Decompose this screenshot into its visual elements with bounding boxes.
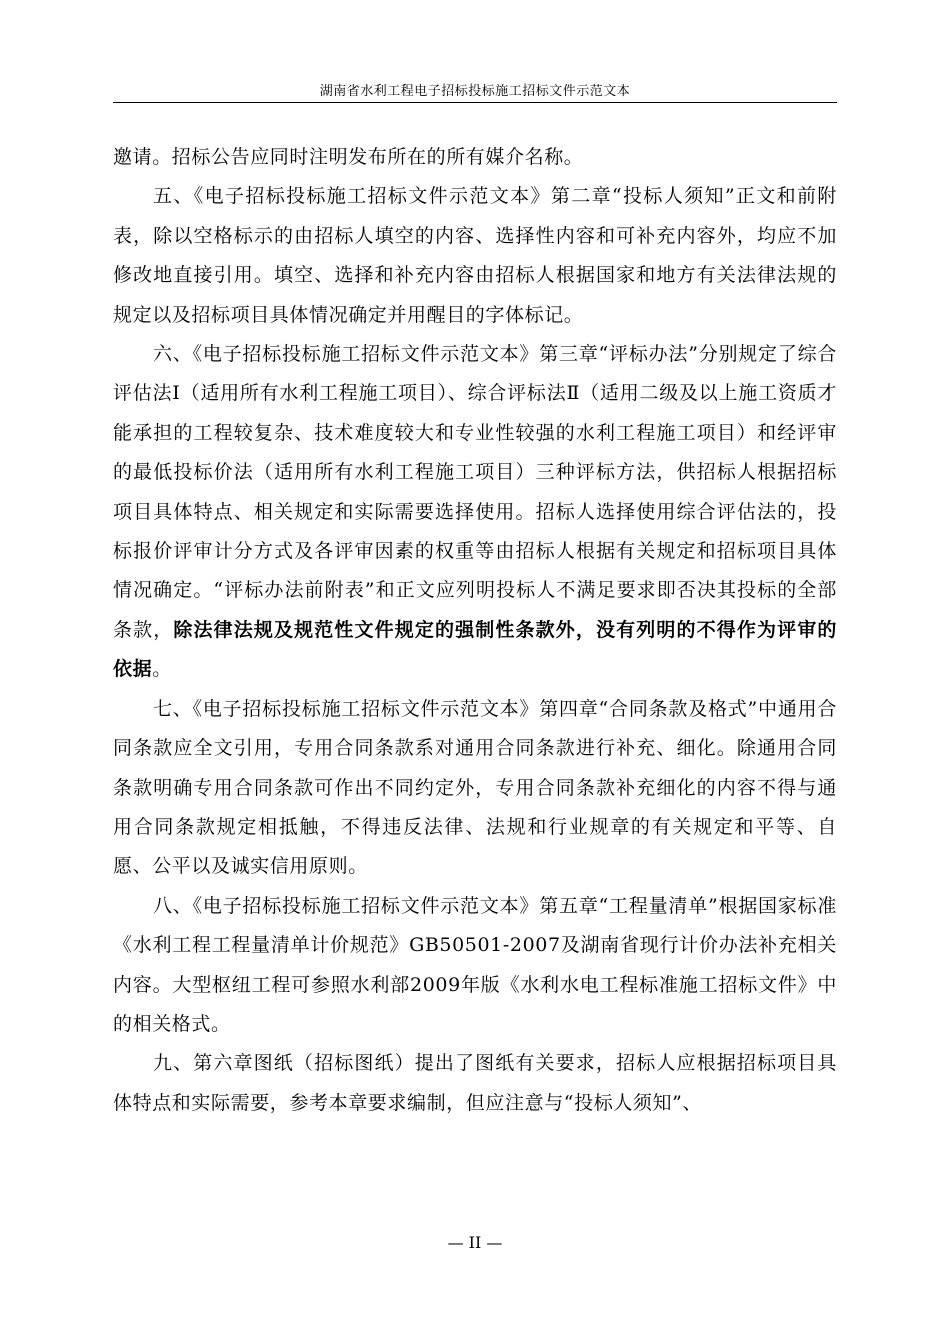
page-header: [113, 80, 837, 103]
paragraph-section-8: 八、《电子招标投标施工招标文件示范文本》第五章“工程量清单”根据国家标准《水利工程工程量清单计价规范》GB50501-2007及湖南省现行计价办法补充相关内容。大型枢纽工程可参照水利部2009年版《水利水电工程标准施工招标文件》中的相关格式。: [113, 894, 837, 1035]
paragraph-section-7: 七、《电子招标投标施工招标文件示范文本》第四章“合同条款及格式”中通用合同条款应全文引用，专用合同条款系对通用合同条款进行补充、细化。除通用合同条款明确专用合同条款可作出不同约定外，专用合同条款补充细化的内容不得与通用合同条款规定相抵触，不得违反法律、法规和行业规章的有关规定和平等、自愿、公平以及诚实信用原则。: [113, 697, 837, 878]
paragraph-section-6-text: 六、《电子招标投标施工招标文件示范文本》第三章“评标办法”分别规定了综合评估法Ⅰ（适用所有水利工程施工项目）、综合评标法Ⅱ（适用二级及以上施工资质才能承担的工程较复杂、技术难度较大和专业性较强的水利工程施工项目）和经评审的最低投标价法（适用所有水利工程施工项目）三种评标方法，供招标人根据招标项目具体特点、相关规定和实际需要选择使用。招标人选择使用综合评估法的，投标报价评审计分方式及各评审因素的权重等由招标人根据有关规定和招标项目具体情况确定。“评标办法前附表”和正文应列明投标人不满足要求即否决其投标的全部条款，: [113, 343, 837, 641]
paragraph-section-6-bold: 除法律法规及规范性文件规定的强制性条款外，没有列明的不得作为评审的依据: [113, 618, 837, 681]
paragraph-section-6-end: 。: [152, 658, 172, 681]
header-title: 湖南省水利工程电子招标投标施工招标文件示范文本: [319, 84, 631, 99]
document-body: [113, 138, 837, 1123]
paragraph-section-6: [113, 335, 837, 690]
paragraph-section-5: 五、《电子招标投标施工招标文件示范文本》第二章“投标人须知”正文和前附表，除以空格标示的由招标人填空的内容、选择性内容和可补充内容外，均应不加修改地直接引用。填空、选择和补充内容由招标人根据国家和地方有关法律法规的规定以及招标项目具体情况确定并用醒目的字体标记。: [113, 185, 837, 326]
page-number: — II —: [447, 1233, 503, 1252]
paragraph-continuation: 邀请。招标公告应同时注明发布所在的所有媒介名称。: [113, 146, 584, 168]
paragraph-section-9: 九、第六章图纸（招标图纸）提出了图纸有关要求，招标人应根据招标项目具体特点和实际需要，参考本章要求编制，但应注意与“投标人须知”、: [113, 1052, 837, 1114]
